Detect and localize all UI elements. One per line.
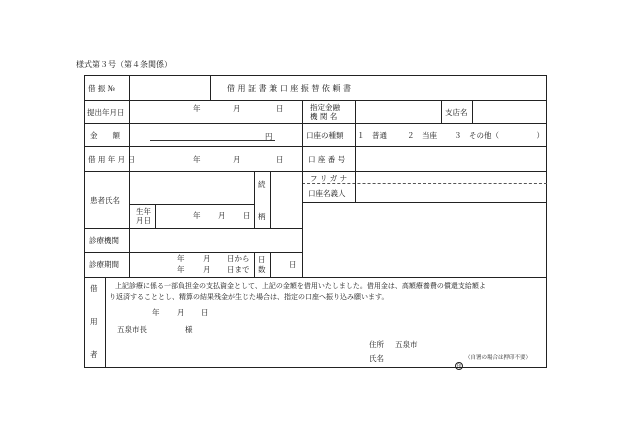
birth-date-month: 月 <box>218 211 226 220</box>
borrow-date-day: 日 <box>276 155 284 164</box>
days-label-bottom: 数 <box>258 265 266 274</box>
seal-note: （自署の場合は押印不要） <box>465 355 532 361</box>
address-value: 五泉市 <box>395 340 418 349</box>
form-reference: 様式第３号（第４条関係） <box>76 60 172 69</box>
amount-label: 金 額 <box>90 131 120 140</box>
patient-name-field[interactable] <box>131 173 252 202</box>
period-from: 日から <box>227 254 250 263</box>
sign-date-day: 日 <box>201 308 209 317</box>
facility-field[interactable] <box>131 230 300 250</box>
rule <box>270 171 271 228</box>
name-field[interactable] <box>390 351 450 363</box>
amount-field[interactable] <box>150 126 263 140</box>
branch-field[interactable] <box>474 102 545 121</box>
filing-date-day: 日 <box>276 104 284 113</box>
period-to-year: 年 <box>177 265 185 274</box>
address-label: 住所 <box>369 340 384 349</box>
birth-date-day: 日 <box>243 211 251 220</box>
rule <box>129 75 130 277</box>
bank-name-field[interactable] <box>357 102 439 121</box>
period-label: 診療期間 <box>89 260 119 269</box>
mayor-suffix: 様 <box>185 325 193 334</box>
account-holder-field[interactable] <box>357 185 545 201</box>
rule <box>254 171 255 228</box>
loan-number-field[interactable] <box>131 77 208 98</box>
account-type-label: 口座の種類 <box>306 131 344 140</box>
facility-label: 診療機関 <box>89 236 119 245</box>
account-type-toza[interactable]: ２ 当座 <box>407 131 437 140</box>
relationship-label-top: 続 <box>258 180 266 189</box>
rule <box>302 100 303 277</box>
seal-mark: 印 <box>456 364 462 370</box>
birth-date-label-bottom: 月日 <box>136 216 151 225</box>
birth-date-year: 年 <box>193 211 201 220</box>
furigana-label: フ リ ガ ナ <box>310 174 348 183</box>
account-holder-label: 口座名義人 <box>308 189 346 198</box>
seal-circle-mark <box>455 353 463 372</box>
rule <box>84 171 547 172</box>
relationship-label-bottom: 柄 <box>258 212 266 221</box>
bank-label-2: 機 関 名 <box>310 112 338 121</box>
statement-line-2: り返済することとし、精算の結果残金が生じた場合は、指定の口座へ振り込み願います。 <box>109 293 389 301</box>
borrow-date-year: 年 <box>193 155 201 164</box>
account-number-field[interactable] <box>357 148 545 169</box>
rule <box>155 204 156 228</box>
rule <box>129 204 254 205</box>
days-unit: 日 <box>289 260 297 269</box>
address-field[interactable] <box>420 337 540 349</box>
borrower-label-1: 借 <box>90 284 98 293</box>
borrow-date-label: 借 用 年 月 日 <box>88 155 136 164</box>
patient-name-label: 患者氏名 <box>90 196 120 205</box>
rule <box>254 252 255 277</box>
statement-line-1: 上記診療に係る一部負担金の支払資金として、上記の金額を借用いたしました。借用金は、高額療養費の償還支給額よ <box>115 282 486 290</box>
days-label-top: 日 <box>258 255 266 264</box>
yen-unit: 円 <box>265 132 273 141</box>
rule <box>84 277 547 278</box>
amount-underline <box>150 140 275 141</box>
rule <box>355 100 356 202</box>
rule <box>210 75 211 100</box>
borrower-label-3: 者 <box>90 350 98 359</box>
rule <box>270 252 271 277</box>
bank-label: 指定金融 <box>310 103 340 112</box>
rule <box>105 277 106 368</box>
account-type-futsu[interactable]: １ 普通 <box>357 131 387 140</box>
period-from-month: 月 <box>203 254 211 263</box>
borrower-label-2: 用 <box>90 317 98 326</box>
loan-number-label: 借 振 № <box>88 84 115 93</box>
furigana-divider <box>302 183 547 184</box>
sign-date-year: 年 <box>152 308 160 317</box>
rule <box>472 100 473 123</box>
period-to: 日まで <box>227 265 250 274</box>
filing-date-month: 月 <box>233 104 241 113</box>
filing-date-year: 年 <box>193 104 201 113</box>
rule <box>84 123 547 124</box>
period-from-year: 年 <box>177 254 185 263</box>
period-to-month: 月 <box>203 265 211 274</box>
mayor-label: 五泉市長 <box>117 325 147 334</box>
form-title: 借 用 証 書 兼 口 座 振 替 依 頼 書 <box>227 84 351 93</box>
borrow-date-month: 月 <box>233 155 241 164</box>
account-type-other[interactable]: ３ その他（ ） <box>454 131 544 140</box>
birth-date-label-top: 生年 <box>136 207 151 216</box>
rule <box>441 100 442 123</box>
rule <box>302 202 547 203</box>
branch-label: 支店名 <box>445 108 468 117</box>
rule <box>84 146 547 147</box>
account-number-label: 口 座 番 号 <box>308 155 346 164</box>
rule <box>84 100 547 101</box>
rule <box>84 228 302 229</box>
name-label: 氏名 <box>369 354 384 363</box>
filing-date-label: 提出年月日 <box>87 108 125 117</box>
sign-date-month: 月 <box>177 308 185 317</box>
